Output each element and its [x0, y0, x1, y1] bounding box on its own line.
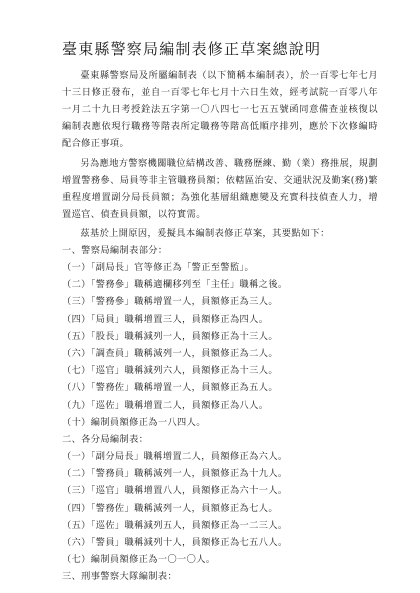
paragraph-rationale: 另為應地方警察機關職位結構改善、職務歷練、勤（業）務推展，規劃增置警務參、局員等非主管職務員額；依轄區治安、交通狀況及勤案(務)繁重程度增置副分局長員額；為強化基層組織應變及充實科技偵查人力，增置巡官、偵查員員額，以符實需。 — [62, 158, 378, 220]
list-item: （六）「警員」職稱減列十人，員額修正為七五八人。 — [62, 537, 288, 549]
list-item: （五）「股長」職稱減列一人，員額修正為十三人。 — [62, 330, 278, 342]
section-heading: 一、警察局編制表部分： — [62, 245, 168, 256]
section-criminal-brigade — [62, 568, 378, 585]
section-precincts — [62, 431, 378, 568]
list-item: （六）「調查員」職稱減列一人，員額修正為二人。 — [62, 348, 278, 360]
list-item: （七）「巡官」職稱減列六人，員額修正為十三人。 — [62, 365, 278, 377]
document-title: 臺東縣警察局編制表修正草案總說明 — [62, 40, 322, 58]
list-item: （二）「警務員」職稱減列一人，員額修正為十九人。 — [62, 468, 288, 480]
section-heading: 二、各分局編制表： — [62, 434, 149, 446]
list-item: （三）「警務參」職稱增置一人，員額修正為三人。 — [62, 296, 278, 308]
list-item: （九）「巡佐」職稱增置二人，員額修正為八人。 — [62, 399, 269, 411]
list-item: （五）「巡佐」職稱減列五人，員額修正為一二三人。 — [62, 519, 288, 531]
list-item: （七）編制員額修正為一〇一〇人。 — [62, 554, 216, 566]
paragraph-background: 臺東縣警察局及所屬編制表（以下簡稱本編制表），於一百零七年七月十三日修正發布，並自一百零七年七月十六日生效，經考試院一百零八年一月二十九日考授銓法五字第一〇八四七一七五五號函同意備查並核復以編制表應依現行職務等階表所定職務等階高低順序排列，應於下次修編時配合修正事項。 — [62, 70, 378, 149]
list-item: （三）「巡官」職稱增置八人，員額修正為六十一人。 — [62, 485, 288, 497]
list-item: （二）「警務參」職稱適欄移列至「主任」職稱之後。 — [62, 279, 288, 291]
section-police-bureau — [62, 242, 378, 431]
list-item: （八）「警務佐」職稱增置一人，員額修正為五人。 — [62, 382, 278, 394]
section-heading: 三、刑事警察大隊編制表： — [62, 571, 178, 583]
list-item: （十）編制員額修正為一八四人。 — [62, 416, 206, 428]
list-item: （四）「局員」職稱增置三人，員額修正為四人。 — [62, 313, 269, 325]
list-item: （四）「警務佐」職稱減列一人，員額修正為七人。 — [62, 502, 278, 514]
list-item: （一）「副分局長」職稱增置二人，員額修正為六人。 — [62, 451, 288, 463]
list-item: （一）「副局長」官等修正為「警正至警監」。 — [62, 262, 255, 273]
paragraph-intro: 茲基於上開原因，爰擬具本編制表修正草案，其要點如下： — [80, 228, 330, 239]
